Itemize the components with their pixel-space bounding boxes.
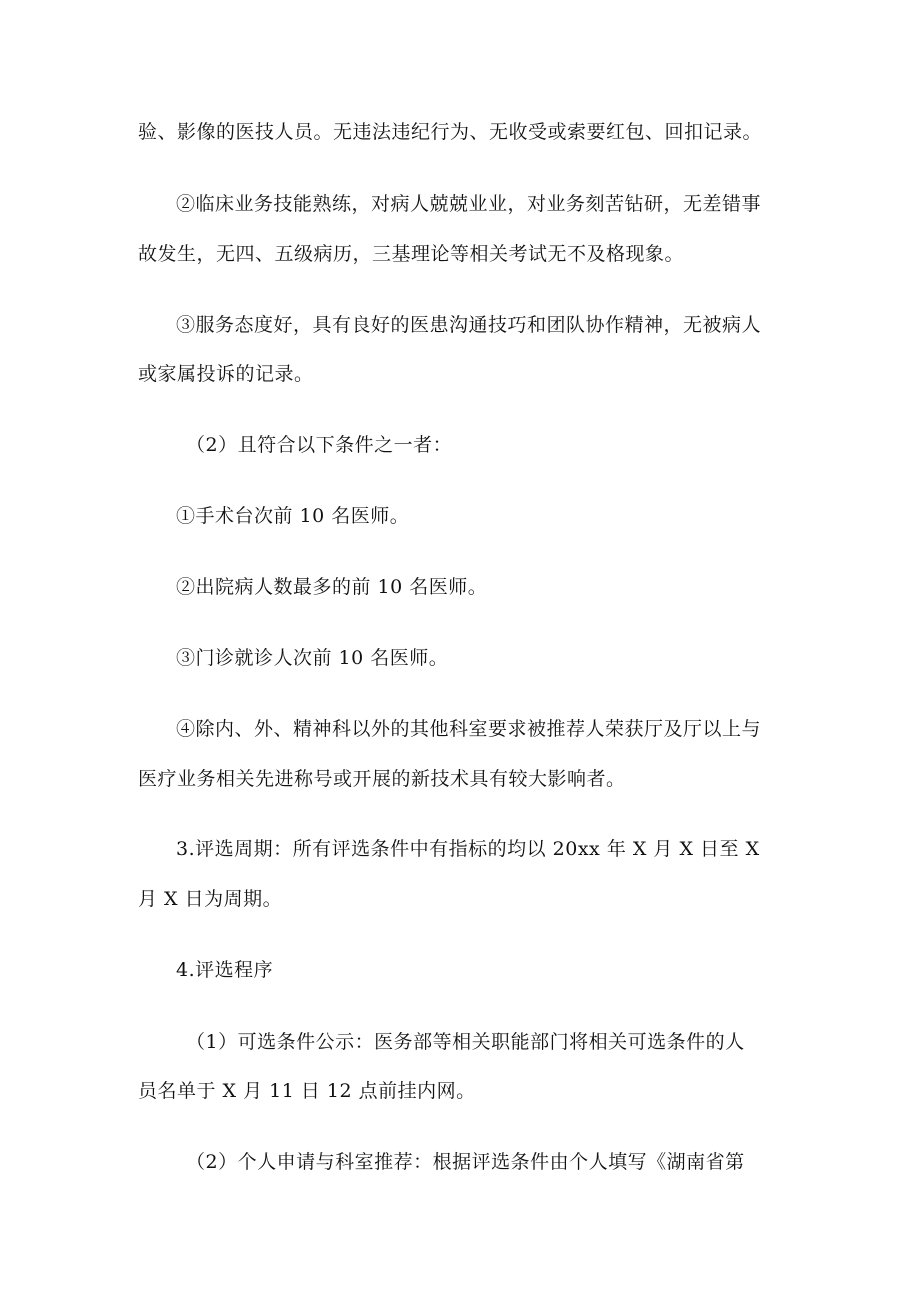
paragraph-line: ④除内、外、精神科以外的其他科室要求被推荐人荣获厅及厅以上与 xyxy=(176,718,762,740)
paragraph-line: 验、影像的医技人员。无违法违纪行为、无收受或索要红包、回扣记录。 xyxy=(138,121,763,143)
paragraph-line: （1）可选条件公示：医务部等相关职能部门将相关可选条件的人 xyxy=(186,1031,745,1053)
paragraph-line: 员名单于 X 月 11 日 12 点前挂内网。 xyxy=(138,1080,476,1102)
paragraph-line: （2）且符合以下条件之一者： xyxy=(186,434,453,456)
list-item: ③门诊就诊人次前 10 名医师。 xyxy=(176,647,449,669)
list-item: ①手术台次前 10 名医师。 xyxy=(176,505,410,527)
paragraph-line: ②临床业务技能熟练，对病人兢兢业业，对业务刻苦钻研，无差错事 xyxy=(176,193,762,215)
paragraph-line: （2）个人申请与科室推荐：根据评选条件由个人填写《湖南省第 xyxy=(186,1151,745,1173)
paragraph-line: 医疗业务相关先进称号或开展的新技术具有较大影响者。 xyxy=(138,768,626,790)
paragraph-line: 故发生，无四、五级病历，三基理论等相关考试无不及格现象。 xyxy=(138,243,685,265)
paragraph-line: 或家属投诉的记录。 xyxy=(138,363,314,385)
paragraph-line: ③服务态度好，具有良好的医患沟通技巧和团队协作精神，无被病人 xyxy=(176,314,762,336)
list-item: ②出院病人数最多的前 10 名医师。 xyxy=(176,576,488,598)
paragraph-line: 月 X 日为周期。 xyxy=(138,888,283,910)
paragraph-line: 3.评选周期：所有评选条件中有指标的均以 20xx 年 X 月 X 日至 X xyxy=(176,838,760,860)
section-heading: 4.评选程序 xyxy=(176,959,274,981)
